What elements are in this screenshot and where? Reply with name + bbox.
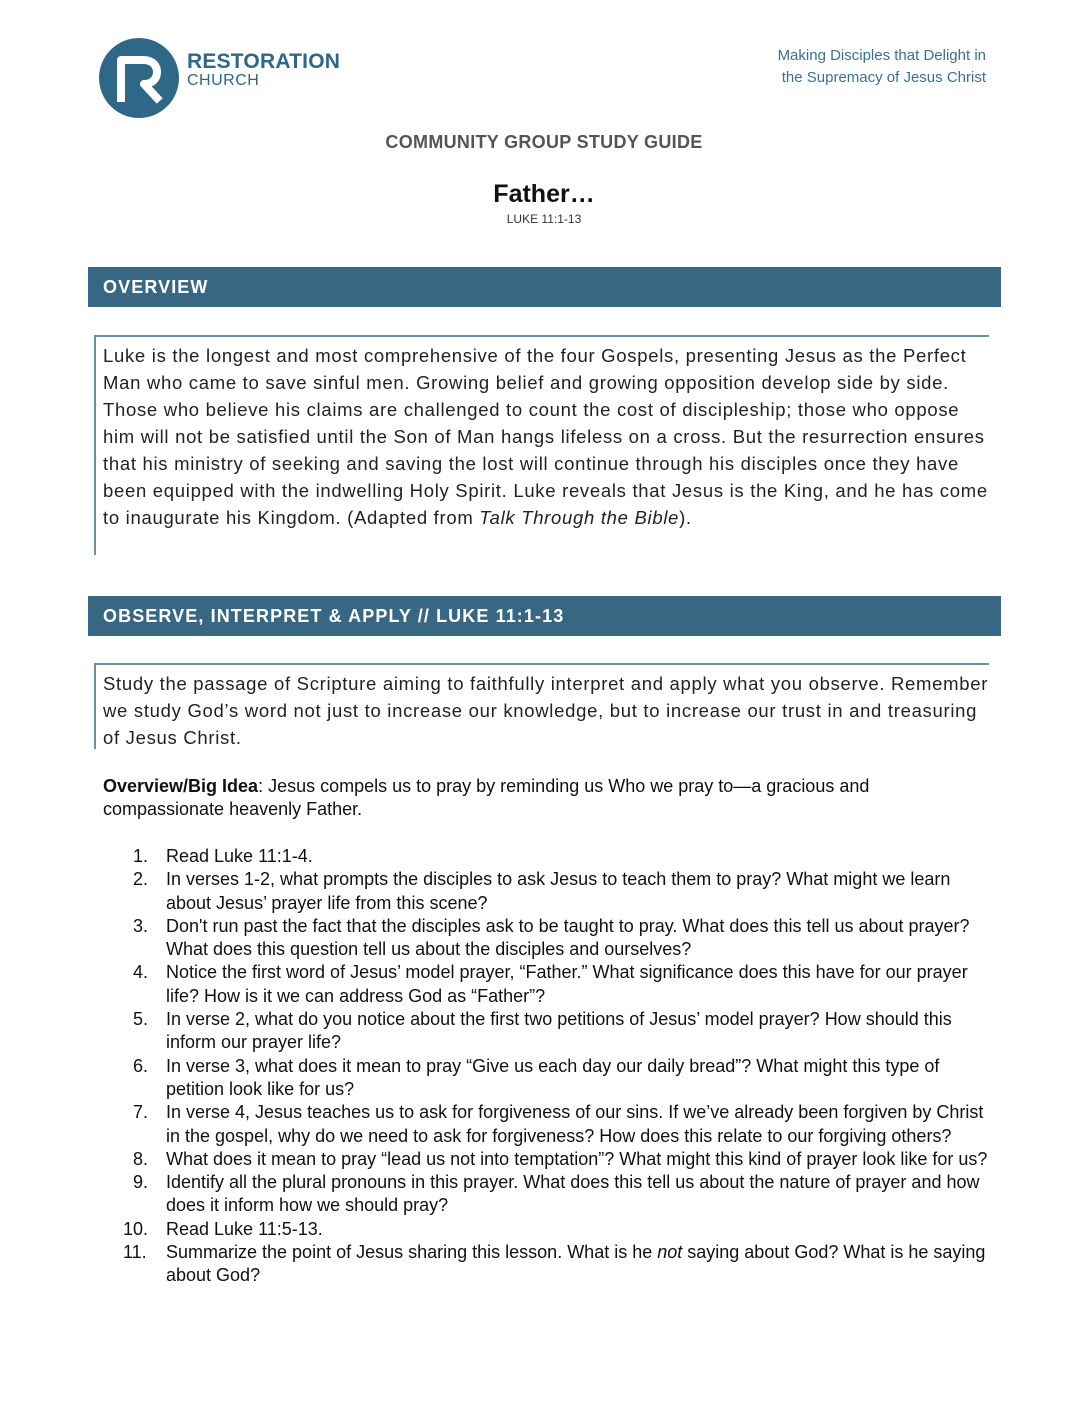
question-number: 9. bbox=[133, 1172, 149, 1193]
observe-heading: OBSERVE, INTERPRET & APPLY // LUKE 11:1-13 bbox=[88, 596, 1001, 636]
question-text: What does it mean to pray “lead us not into temptation”? What might this kind of prayer look like for us? bbox=[166, 1148, 988, 1169]
list-item bbox=[103, 1171, 988, 1218]
question-number: 4. bbox=[133, 962, 149, 983]
list-item bbox=[103, 1055, 988, 1102]
question-number: 6. bbox=[133, 1055, 149, 1076]
list-item bbox=[103, 1218, 988, 1241]
question-text: Notice the first word of Jesus’ model prayer, “Father.” What significance does this have for our prayer life? How is it we can address God as “Father”? bbox=[166, 962, 968, 1006]
list-item bbox=[103, 1241, 988, 1288]
question-text: Summarize the point of Jesus sharing this lesson. What is he bbox=[166, 1242, 658, 1263]
question-number: 2. bbox=[133, 869, 149, 890]
overview-heading: OVERVIEW bbox=[88, 267, 1001, 307]
scripture-reference: LUKE 11:1-13 bbox=[506, 212, 582, 226]
question-number: 1. bbox=[133, 846, 149, 866]
question-text-end: saying about God? What is he saying about God? bbox=[166, 1242, 986, 1286]
tagline bbox=[778, 45, 986, 89]
question-number: 5. bbox=[133, 1009, 149, 1030]
tagline-line-1: Making Disciples that Delight in bbox=[777, 47, 986, 64]
question-number: 3. bbox=[133, 915, 149, 936]
logo-r-icon bbox=[99, 38, 179, 118]
question-number: 8. bbox=[133, 1148, 149, 1169]
overview-text-end: ). bbox=[679, 507, 692, 528]
list-item bbox=[103, 1008, 988, 1055]
big-idea-text: : Jesus compels us to pray by reminding us Who we pray to—a gracious and compassionate heavenly Father. bbox=[103, 776, 870, 819]
question-list bbox=[103, 845, 988, 1288]
list-item bbox=[103, 1148, 988, 1171]
observe-intro: Study the passage of Scripture aiming to faithfully interpret and apply what you observe. Remember we study God’s word not just to increase our knowledge, but to increase our trust in and treasuring of Jesus Christ. bbox=[103, 673, 989, 748]
question-text: In verse 3, what does it mean to pray “Give us each day our daily bread”? What might this type of petition look like for us? bbox=[166, 1055, 940, 1099]
logo-line-1: RESTORATION bbox=[187, 50, 341, 73]
overview-text-main: Luke is the longest and most comprehensive of the four Gospels, presenting Jesus as the Perfect Man who came to save sinful men. Growing belief and growing opposition develop side by side. Those who believe his claims are challenged to count the cost of discipleship; those who oppose him will not be satisfied until the Son of Man hangs lifeless on a cross. But the resurrection ensures that his ministry of seeking and saving the lost will continue through his disciples once they have been equipped with the indwelling Holy Spirit. Luke reveals that Jesus is the King, and he has come to inaugurate his Kingdom. (Adapted from bbox=[103, 345, 988, 528]
question-text: Identify all the plural pronouns in this prayer. What does this tell us about the nature of prayer and how does it inform how we should pray? bbox=[166, 1172, 980, 1216]
logo-line-2: CHURCH bbox=[187, 72, 260, 89]
list-item bbox=[103, 915, 988, 962]
question-text: Read Luke 11:1-4. bbox=[166, 846, 313, 866]
list-item bbox=[103, 868, 988, 915]
question-number: 10. bbox=[123, 1218, 149, 1239]
big-idea bbox=[103, 775, 983, 821]
overview-box bbox=[94, 335, 989, 555]
list-item bbox=[103, 961, 988, 1008]
big-idea-label: Overview/Big Idea bbox=[103, 776, 259, 796]
guide-title: COMMUNITY GROUP STUDY GUIDE bbox=[385, 132, 703, 152]
question-text: In verse 2, what do you notice about the first two petitions of Jesus’ model prayer? How should this inform our prayer life? bbox=[166, 1009, 952, 1053]
question-text: Don't run past the fact that the disciples ask to be taught to pray. What does this tell us about prayer? What does this question tell us about the disciples and ourselves? bbox=[166, 915, 970, 960]
question-number: 11. bbox=[123, 1242, 147, 1263]
church-logo bbox=[99, 38, 339, 120]
question-number: 7. bbox=[133, 1102, 149, 1123]
observe-box bbox=[94, 663, 989, 749]
list-item bbox=[103, 845, 988, 868]
overview-text bbox=[103, 342, 989, 531]
tagline-line-2: the Supremacy of Jesus Christ bbox=[781, 69, 986, 86]
question-text: In verses 1-2, what prompts the disciples to ask Jesus to teach them to pray? What might we learn about Jesus’ prayer life from this scene? bbox=[166, 869, 951, 913]
question-emphasis: not bbox=[657, 1242, 683, 1263]
logo-wordmark bbox=[187, 51, 340, 89]
page-title: Father… bbox=[493, 180, 595, 208]
question-text: Read Luke 11:5-13. bbox=[166, 1218, 323, 1239]
list-item bbox=[103, 1101, 988, 1148]
overview-source-title: Talk Through the Bible bbox=[479, 507, 680, 528]
question-text: In verse 4, Jesus teaches us to ask for forgiveness of our sins. If we’ve already been forgiven by Christ in the gospel, why do we need to ask for forgiveness? How does this relate to our forgiving others? bbox=[166, 1102, 984, 1146]
